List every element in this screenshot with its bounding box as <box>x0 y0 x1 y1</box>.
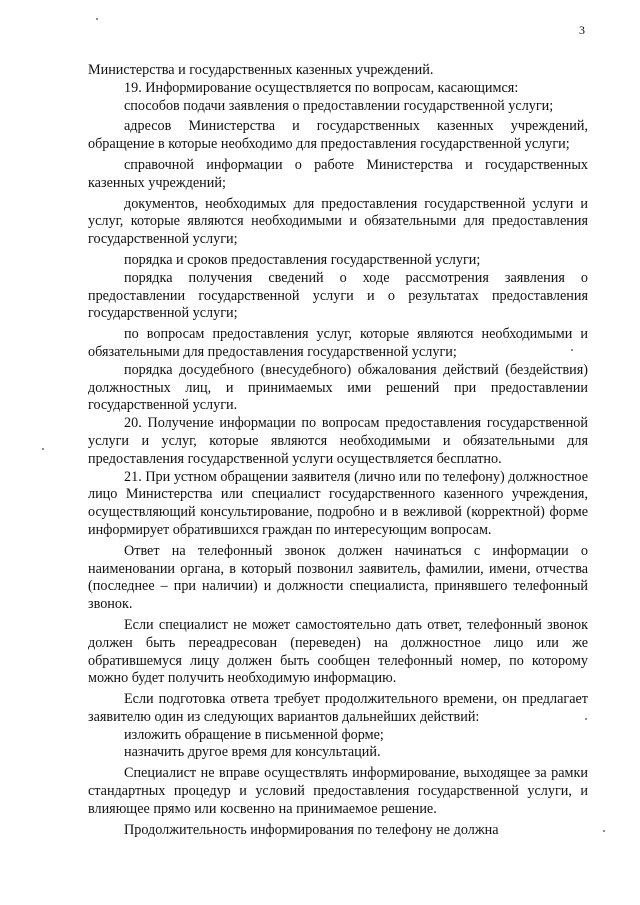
paragraph: Специалист не вправе осуществлять информирование, выходящее за рамки стандартных процедур и условий предоставления государственной услуги, и влияющее прямо или косвенно на принимаемое решение. <box>88 765 588 817</box>
paragraph: справочной информации о работе Министерства и государственных казенных учреждений; <box>88 156 588 191</box>
paragraph: документов, необходимых для предоставления государственной услуги и услуг, которые являются необходимыми и обязательными для предоставления государственной услуги; <box>88 195 588 248</box>
paragraph: порядка досудебного (внесудебного) обжалования действий (бездействия) должностных лиц, и принимаемых ими решений при предоставлении государственной услуги. <box>88 361 588 414</box>
paragraph: 19. Информирование осуществляется по вопросам, касающимся: <box>124 79 519 96</box>
paragraph: изложить обращение в письменной форме; <box>124 726 384 743</box>
paragraph: 21. При устном обращении заявителя (лично или по телефону) должностное лицо Министерства или специалист государственного казенного учреждения, осуществляющий консультирование, подробно и в вежливой (корректной) форме информирует обратившихся граждан по интересующим вопросам. <box>88 468 588 538</box>
paragraph: Продолжительность информирования по телефону не должна <box>124 821 499 838</box>
paragraph: порядка получения сведений о ходе рассмотрения заявления о предоставлении государственной услуги и о результатах предоставления государственной услуги; <box>88 269 588 322</box>
paragraph: адресов Министерства и государственных казенных учреждений, обращение в которые необходимо для предоставления государственной услуги; <box>88 118 588 153</box>
scan-speck <box>96 18 98 20</box>
paragraph: Министерства и государственных казенных учреждений. <box>88 62 434 78</box>
paragraph: Если подготовка ответа требует продолжительного времени, он предлагает заявителю один из следующих вариантов дальнейших действий: <box>88 691 588 725</box>
paragraph: 20. Получение информации по вопросам предоставления государственной услуги и услуг, которые являются необходимыми и обязательными для предоставления государственной услуги осуществляется бесплатно. <box>88 415 588 467</box>
page-number: 3 <box>579 23 585 37</box>
paragraph: Ответ на телефонный звонок должен начинаться с информации о наименовании органа, в который позвонил заявитель, фамилии, имени, отчества (последнее – при наличии) и должности специалиста, принявшего телефонный звонок. <box>88 542 588 613</box>
paragraph: Если специалист не может самостоятельно дать ответ, телефонный звонок должен быть переадресован (переведен) на должностное лицо или же обратившемуся лицу должен быть сообщен телефонный номер, по которому можно будет получить необходимую информацию. <box>88 616 588 687</box>
paragraph: назначить другое время для консультаций. <box>124 744 381 761</box>
document-body <box>88 62 588 839</box>
scan-speck <box>585 718 587 720</box>
scan-speck <box>42 448 44 450</box>
scan-speck <box>571 349 573 351</box>
paragraph: порядка и сроков предоставления государственной услуги; <box>124 251 481 268</box>
paragraph: по вопросам предоставления услуг, которые являются необходимыми и обязательными для предоставления государственной услуги; <box>88 326 588 360</box>
paragraph: способов подачи заявления о предоставлении государственной услуги; <box>124 97 554 114</box>
scan-speck <box>603 830 605 832</box>
